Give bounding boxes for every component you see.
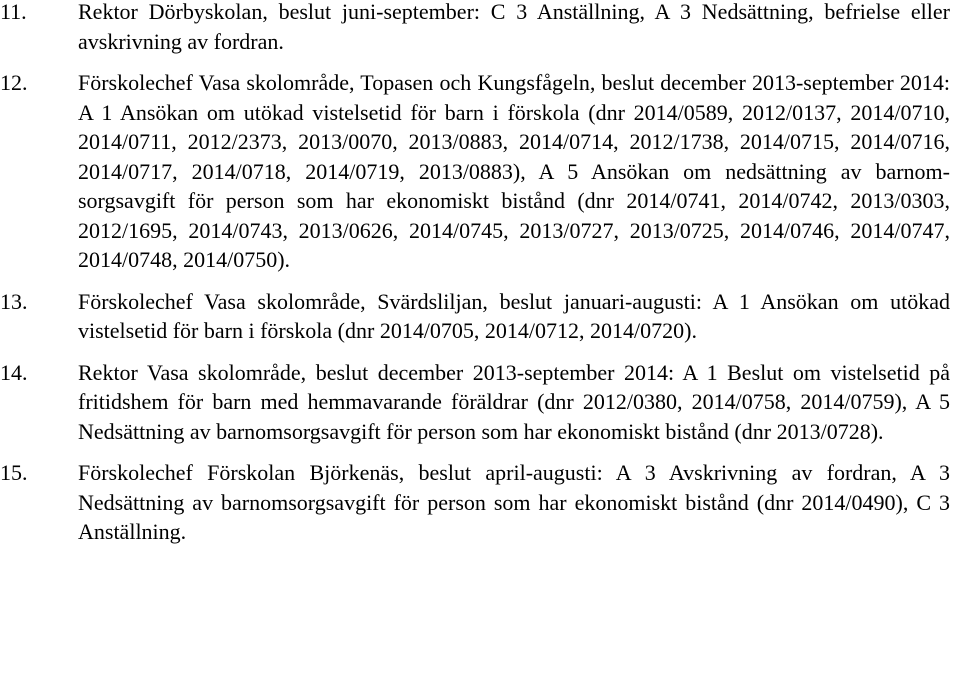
list-item-14 — [0, 358, 950, 447]
item-number: 15. — [0, 460, 28, 485]
item-number: 12. — [0, 70, 28, 95]
list-item-11 — [0, 0, 950, 56]
item-number: 14. — [0, 359, 28, 385]
item-text: Förskolechef Vasa skolområde, Topasen och Kungsfågeln, beslut december 2013-september 2014: A 1 Ansökan om utökad vistelsetid för barn i förskola (dnr 2014/0589, 2012/0137, 2014/0710, 2014/0711, 2012/2373, 2013/0070, 2013/0883, 2014/0714, 2012/1738, 2014/0715, 2014/0716, 2014/0717, 2014/0718, 2014/0719, 2013/0883), A 5 Ansökan om nedsättning av barnomsorgsavgift för person som har ekonomiskt bistånd (dnr 2014/0741, 2014/0742, 2013/0303, 2012/1695, 2014/0743, 2013/0626, 2014/0745, 2013/0727, 2013/0725, 2014/0746, 2014/0747, 2014/0748, 2014/0750). — [78, 70, 950, 272]
item-text: Förskolechef Vasa skolområde, Svärdsliljan, beslut januari-augusti: A 1 Ansökan om utökad vistelsetid för barn i förskola (dnr 2014/0705, 2014/0712, 2014/0720). — [78, 288, 950, 343]
item-text: Rektor Dörbyskolan, beslut juni-september: C 3 Anställning, A 3 Nedsättning, befrielse eller avskrivning av fordran. — [78, 0, 950, 54]
item-number: 11. — [0, 0, 27, 24]
list-item-15 — [0, 458, 950, 547]
list-item-13 — [0, 287, 950, 346]
item-number: 13. — [0, 288, 28, 314]
item-text: Förskolechef Förskolan Björkenäs, beslut april-augusti: A 3 Avskrivning av fordran, A 3 Nedsättning av barnomsorgsavgift för person som har ekonomiskt bistånd (dnr 2014/0490), C 3 Anställning. — [78, 460, 950, 544]
list-item-12 — [0, 68, 950, 275]
item-text: Rektor Vasa skolområde, beslut december 2013-september 2014: A 1 Beslut om vistelsetid på fritidshem för barn med hemmavarande föräldrar (dnr 2012/0380, 2014/0758, 2014/0759), A 5 Nedsättning av barnomsorgsavgift för person som har ekonomiskt bistånd (dnr 2013/0728). — [78, 359, 950, 444]
